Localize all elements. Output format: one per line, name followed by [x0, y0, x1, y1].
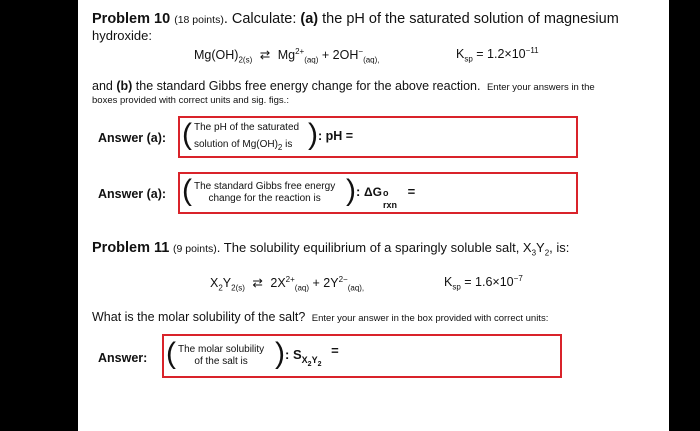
eq11-k-exponent: −7: [513, 273, 523, 283]
problem11-points: (9 points): [173, 243, 217, 255]
answer-a-prompt: [194, 122, 299, 151]
eq11-reactant-y: Y: [222, 276, 232, 290]
problem11-question-line: [92, 310, 548, 324]
eq11-reactant-sub2: 2(s): [231, 283, 245, 293]
answer-11-close-paren: ): [275, 337, 285, 370]
eq10-reactant: Mg(OH): [194, 48, 239, 62]
eq10-product2: + 2OH: [321, 48, 359, 62]
eq10-k-value: = 1.2×10: [476, 47, 526, 61]
problem10-intro: . Calculate:: [223, 11, 297, 27]
eq11-product2-state: (aq),: [347, 283, 365, 293]
problem11-y-sub: 2: [544, 248, 550, 258]
answer-11-sub-2b: 2: [317, 360, 322, 368]
answer-11-prompt-line2: of the salt is: [194, 356, 248, 367]
problem10-part-a-label: (a): [300, 11, 319, 27]
part-b-text: the standard Gibbs free energy change for the above reaction.: [135, 79, 481, 93]
eq10-k-exponent: −11: [525, 45, 539, 55]
answer-11-label: Answer:: [98, 351, 148, 365]
eq11-k-sub: sp: [452, 282, 461, 292]
eq10-product1-state: (aq): [304, 55, 319, 65]
eq11-reactant: X: [210, 276, 219, 290]
answer-11-colon: :: [285, 347, 290, 362]
eq11-equilibrium-arrow: ⇄: [252, 276, 263, 290]
eq10-k-sub: sp: [464, 54, 473, 64]
answer-a-open-paren: (: [182, 118, 192, 151]
answer-a-prompt-line2: solution of Mg(OH): [194, 139, 278, 150]
problem10-equation: [194, 46, 380, 65]
eq11-k: K: [444, 275, 453, 289]
answer-a-prompt-is: is: [285, 139, 293, 150]
eq11-product2: + 2Y: [312, 276, 339, 290]
part-b-instruction: Enter your answers in the: [486, 82, 595, 93]
answer-b-symbol: : ΔG o rxn =: [356, 184, 416, 210]
answer-a-ph-box[interactable]: [178, 116, 578, 158]
eq10-reactant-sub: 2(s): [238, 55, 253, 65]
answer-11-equals: =: [331, 343, 339, 358]
answer-a-close-paren: ): [308, 118, 318, 151]
eq10-product1-charge: 2+: [295, 46, 305, 56]
problem10-heading: [92, 11, 619, 27]
answer-11-open-paren: (: [166, 337, 176, 370]
problem11-instruction: Enter your answer in the box provided with correct units:: [311, 313, 549, 324]
answer-b-close-paren: ): [346, 174, 356, 207]
answer-b-gibbs-box[interactable]: [178, 172, 578, 214]
answer-b-label: Answer (a):: [98, 187, 167, 201]
answer-11-prompt: [178, 344, 264, 368]
answer-b-open-paren: (: [182, 174, 192, 207]
answer-a-prompt-sub: 2: [277, 143, 283, 152]
right-black-border: [669, 0, 700, 431]
problem11-tail: , is:: [549, 240, 570, 255]
eq10-product2-state: (aq),: [363, 55, 380, 65]
answer-a-label: Answer (a):: [98, 131, 167, 145]
eq11-product1-charge: 2+: [285, 274, 295, 284]
eq11-reactant-sub1: 2: [218, 283, 223, 293]
eq10-product2-charge: −: [358, 46, 364, 56]
eq11-product1-state: (aq): [294, 283, 310, 293]
answer-11-solubility-box[interactable]: [162, 334, 562, 378]
answer-11-sub-y: Y: [311, 354, 318, 365]
answer-a-prompt-line1: The pH of the saturated: [194, 122, 300, 133]
left-black-border: [0, 0, 78, 431]
answer-b-prompt-line1: The standard Gibbs free energy: [194, 181, 336, 192]
part-b-prefix: and: [92, 79, 113, 93]
eq11-product2-charge: 2−: [338, 274, 348, 284]
problem11-equation: [210, 274, 365, 293]
answer-a-ph-suffix: : pH =: [318, 129, 354, 143]
problem11-ksp: [444, 273, 523, 292]
problem10-instruction-line2: boxes provided with correct units and sig. figs.:: [92, 95, 289, 106]
answer-b-prompt-line2: change for the reaction is: [208, 193, 321, 204]
eq10-product1: Mg: [277, 48, 296, 62]
answer-11-sub-x: X: [301, 354, 308, 365]
problem10-ksp: [456, 45, 539, 64]
problem11-heading: [92, 240, 569, 256]
eq11-k-value: = 1.6×10: [464, 275, 514, 289]
problem11-text: . The solubility equilibrium of a sparingly soluble salt, X: [216, 240, 532, 255]
answer-b-delta-g: ΔG: [363, 185, 382, 199]
answer-11-symbol: [285, 343, 339, 368]
problem11-number: Problem 11: [92, 240, 170, 256]
problem10-line2: hydroxide:: [92, 28, 152, 43]
document-page: [78, 0, 669, 431]
problem11-question: What is the molar solubility of the salt?: [92, 310, 306, 324]
eq10-k: K: [456, 47, 465, 61]
answer-11-sub-2a: 2: [307, 360, 312, 368]
part-b-label: (b): [116, 79, 133, 93]
problem10-part-b: [92, 79, 595, 93]
problem10-points: (18 points): [174, 14, 224, 26]
problem11-x-sub: 3: [531, 248, 537, 258]
answer-11-s: S: [292, 347, 302, 362]
answer-11-prompt-line1: The molar solubility: [178, 344, 265, 355]
problem10-number: Problem 10: [92, 11, 171, 27]
answer-b-equals: =: [407, 184, 416, 199]
answer-b-prompt: [194, 181, 335, 205]
problem10-part-a-text: the pH of the saturated solution of magnesium: [322, 11, 619, 27]
answer-b-colon: :: [356, 184, 361, 199]
eq10-equilibrium-arrow: ⇄: [259, 48, 271, 62]
eq11-product1: 2X: [270, 276, 286, 290]
problem11-y: Y: [536, 240, 545, 255]
